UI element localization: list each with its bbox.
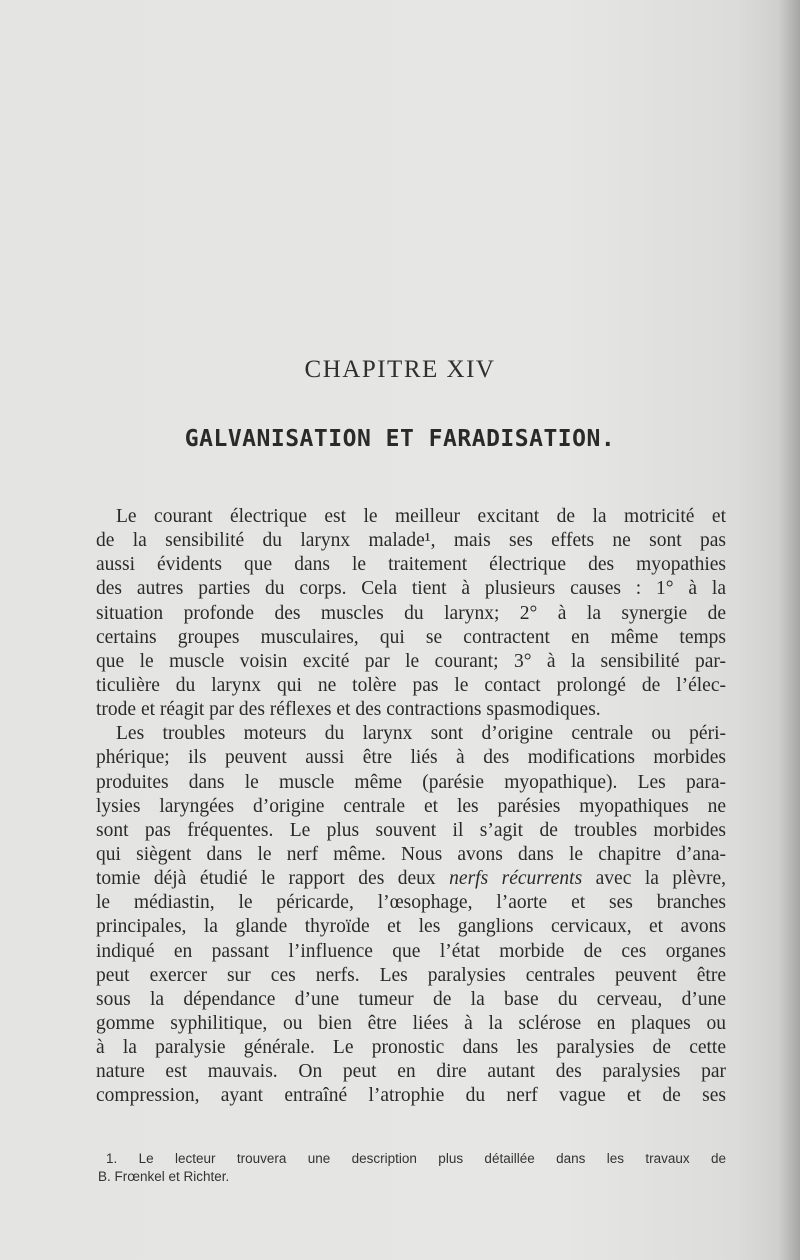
body-line: gomme syphilitique, ou bien être liées à la sclérose en plaques ou — [96, 1012, 726, 1034]
body-line: produites dans le muscle même (parésie myopathique). Les para- — [96, 771, 726, 793]
body-line: sous la dépendance d’une tumeur de la base du cerveau, d’une — [96, 988, 726, 1010]
body-line: principales, la glande thyroïde et les ganglions cervicaux, et avons — [96, 916, 726, 938]
body-line: indiqué en passant l’influence que l’état morbide de ces organes — [96, 940, 726, 962]
body-line: lysies laryngées d’origine centrale et les parésies myopathiques ne — [96, 795, 726, 817]
footnote-line: 1. Le lecteur trouvera une description plus détaillée dans les travaux de — [106, 1151, 726, 1166]
body-line: de la sensibilité du larynx malade¹, mais ses effets ne sont pas — [96, 530, 726, 552]
body-line: trode et réagit par des réflexes et des contractions spasmodiques. — [96, 699, 601, 721]
body-line: certains groupes musculaires, qui se contractent en même temps — [96, 626, 726, 648]
body-line: nature est mauvais. On peut en dire autant des paralysies par — [96, 1061, 726, 1083]
chapter-heading: CHAPITRE XIV — [304, 356, 496, 383]
body-line: phérique; ils peuvent aussi être liés à des modifications morbides — [96, 747, 726, 769]
body-text — [96, 505, 726, 1109]
body-line: situation profonde des muscles du larynx; 2° à la synergie de — [96, 602, 726, 624]
body-line: aussi évidents que dans le traitement électrique des myopathies — [96, 554, 726, 576]
footnotes — [98, 1150, 726, 1186]
body-line: des autres parties du corps. Cela tient à plusieurs causes : 1° à la — [96, 578, 726, 600]
body-line: ticulière du larynx qui ne tolère pas le contact prolongé de l’élec- — [96, 674, 726, 696]
body-line: peut exercer sur ces nerfs. Les paralysies centrales peuvent être — [96, 964, 726, 986]
body-line: tomie déjà étudié le rapport des deux nerfs récurrents avec la plèvre, — [96, 868, 726, 890]
footnote-line: B. Frœnkel et Richter. — [98, 1169, 230, 1184]
body-line: le médiastin, le péricarde, l’œsophage, l’aorte et ses branches — [96, 892, 726, 914]
emphasis-text: nerfs récurrents — [449, 868, 583, 890]
body-line: compression, ayant entraîné l’atrophie du nerf vague et de ses — [96, 1085, 726, 1107]
body-line: Le courant électrique est le meilleur excitant de la motricité et — [116, 506, 726, 527]
body-line: que le muscle voisin excité par le courant; 3° à la sensibilité par- — [96, 650, 726, 672]
chapter-title: GALVANISATION ET FARADISATION. — [184, 426, 616, 452]
page-edge-shadow — [778, 0, 800, 1260]
body-line: à la paralysie générale. Le pronostic dans les paralysies de cette — [96, 1037, 726, 1059]
body-line: Les troubles moteurs du larynx sont d’origine centrale ou péri- — [116, 723, 726, 745]
body-line: sont pas fréquentes. Le plus souvent il s’agit de troubles morbides — [96, 819, 726, 841]
body-line: qui siègent dans le nerf même. Nous avons dans le chapitre d’ana- — [96, 843, 726, 865]
